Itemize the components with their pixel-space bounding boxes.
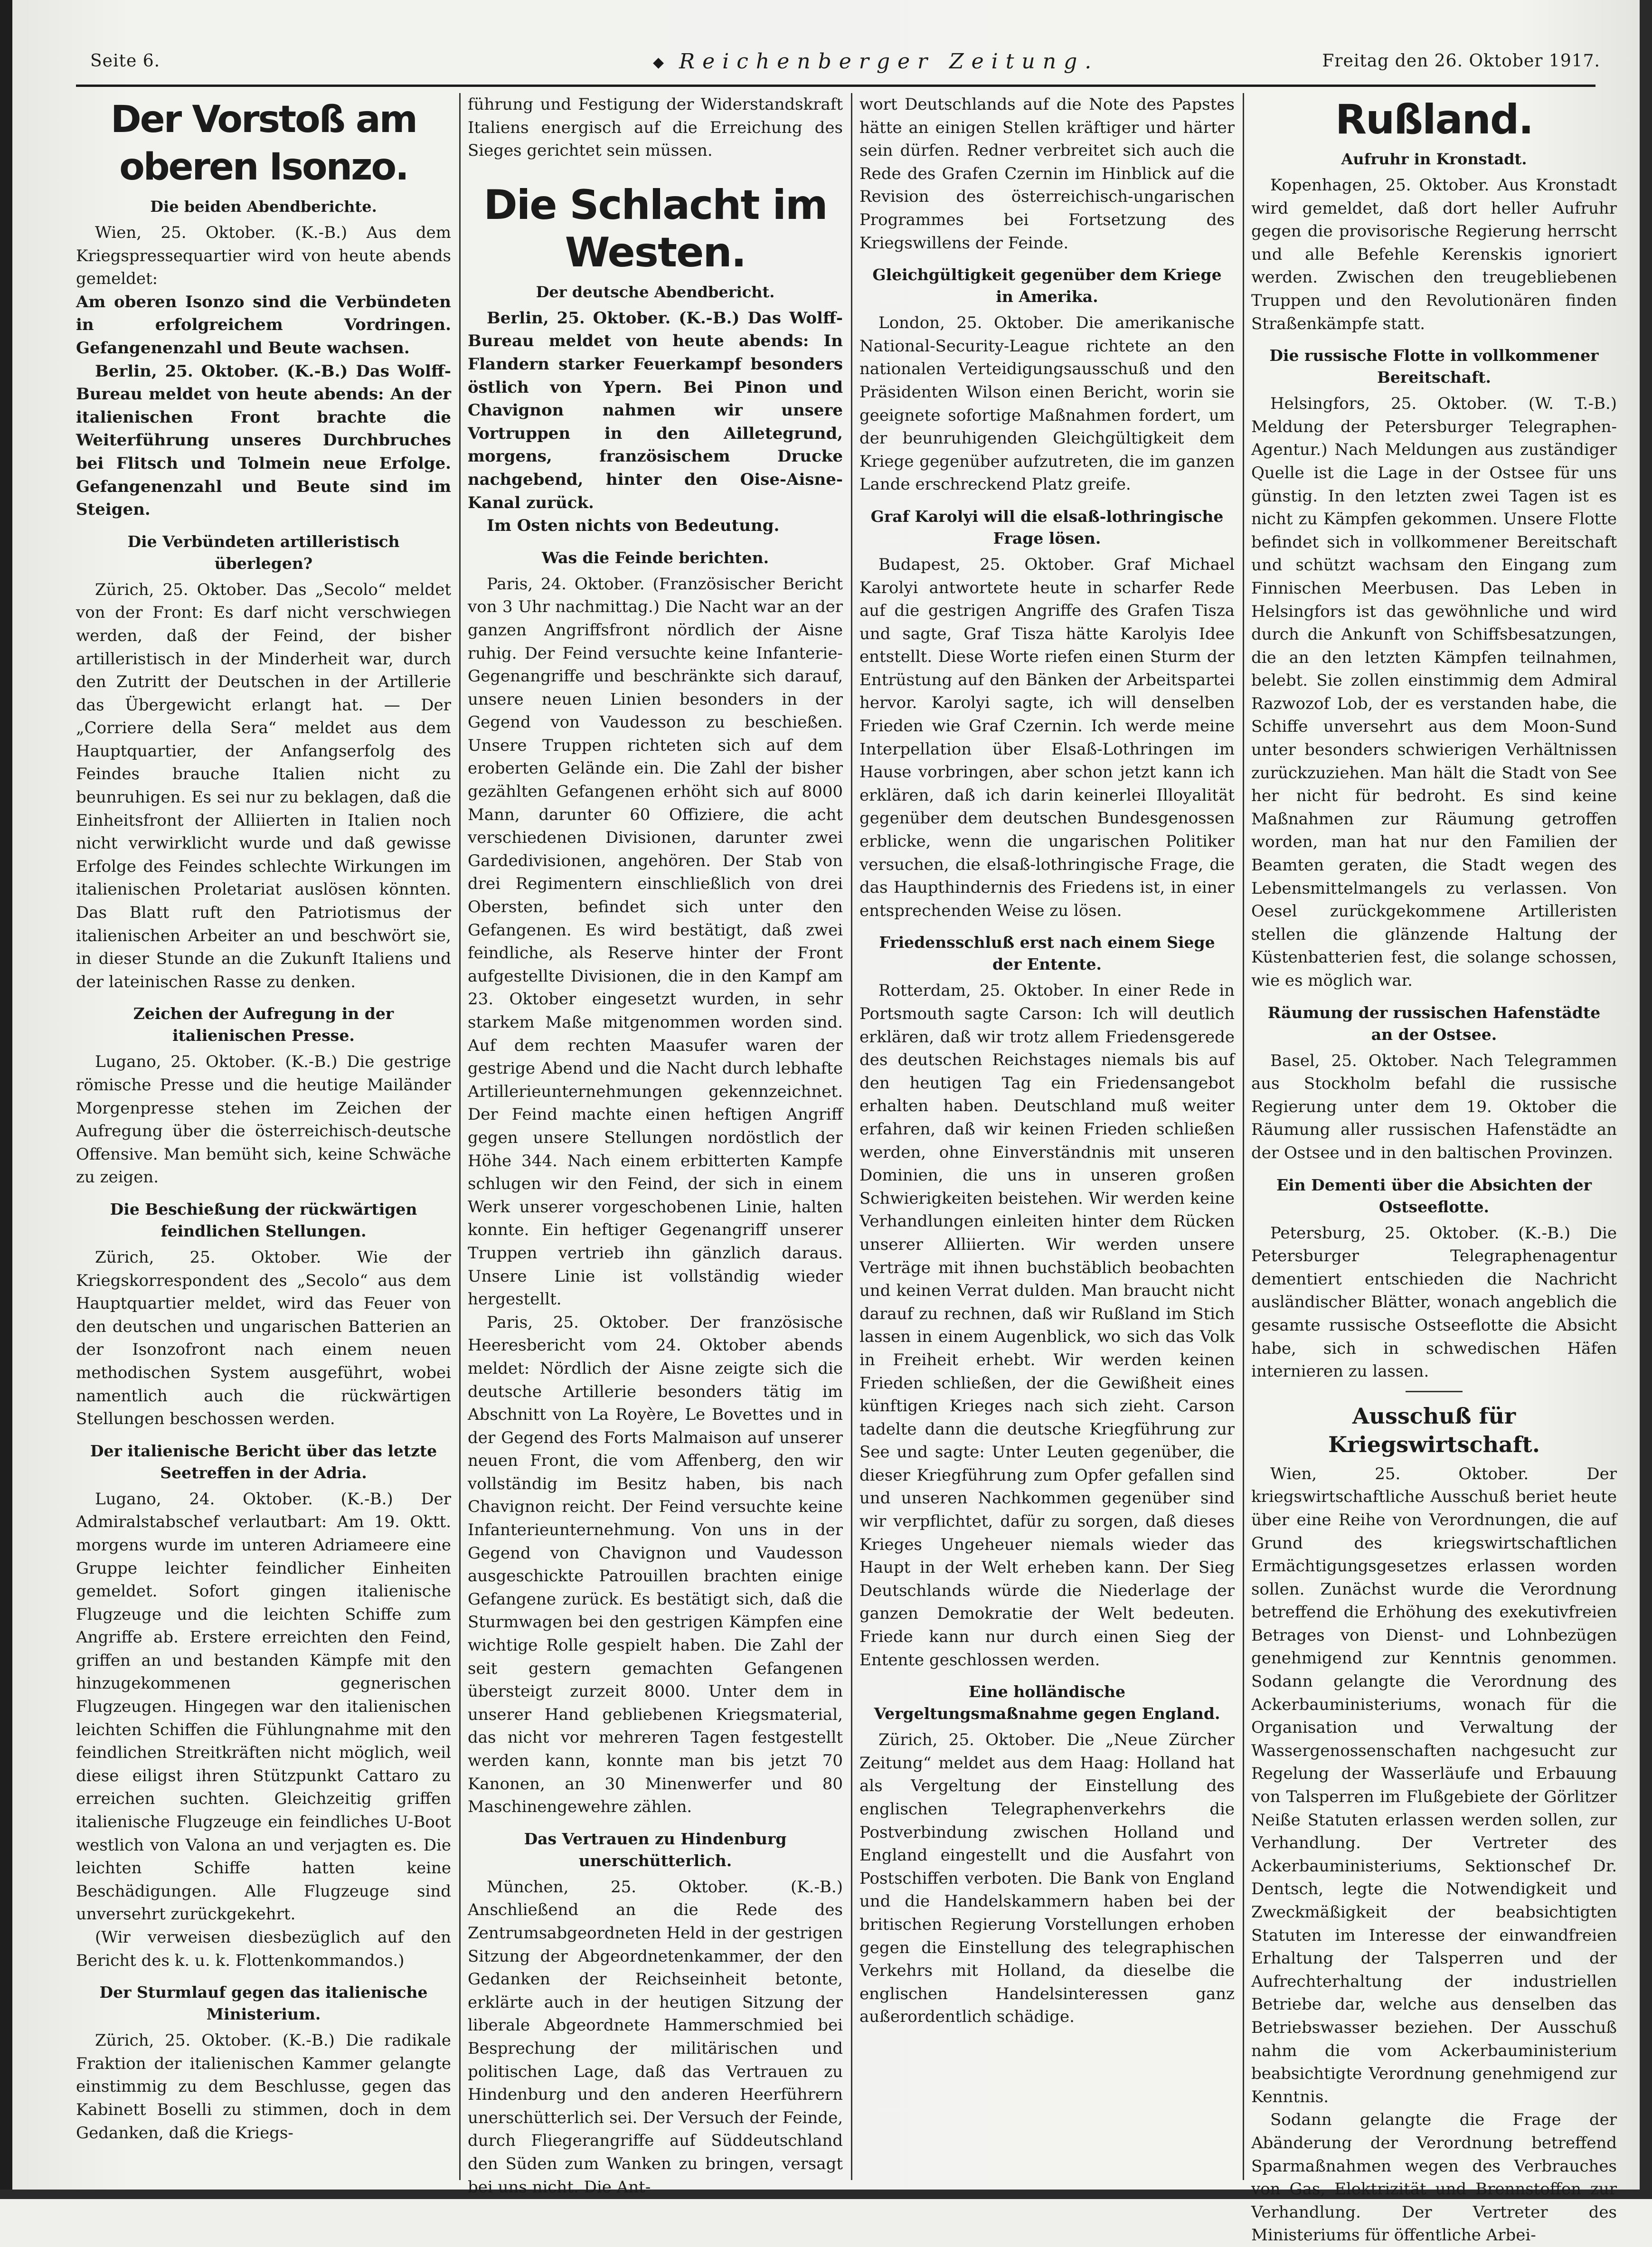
article-paragraph: Rotterdam, 25. Oktober. In einer Rede in Portsmouth sagte Carson: Ich will deutlich erklären, daß wir trotz allem Friedensgerede des deutschen Reichstages niemals bis auf den heutigen Tag ein Friedensangebot erhalten haben. Deutschland muß weiter erfahren, daß wir keinen Frieden schließen werden, ohne Einverständnis mit unseren Dominien, die uns in unseren großen Schwierigkeiten beistehen. Wir werden keine Verhandlungen einleiten hinter dem Rücken unserer Alliierten. Wir werden unsere Verträge mit ihnen buchstäblich beobachten und keinen Verrat dulden. Man braucht nicht darauf zu rechnen, daß wir Rußland im Stich lassen in einem Augenblick, wo sich das Volk in Freiheit erhebt. Wir werden keinen Frieden schließen, der die Gewißheit eines künftigen Krieges nach sich zieht. Carson tadelte dann die deutsche Kriegführung zur See und sagte: Unter Leuten gegenüber, die dieser Kriegführung zum Opfer gefallen sind und unseren Nachkommen gegenüber sind wir verpflichtet, dafür zu sorgen, daß dieses Krieges Ungeheuer niemals wieder das Haupt in der Welt erheben kann. Der Sieg Deutschlands würde die Niederlage der ganzen Demokratie der Welt bedeuten. Friede kann nur durch einen Sieg der Entente geschlossen werden. — [859, 981, 1235, 1670]
article-paragraph: Kopenhagen, 25. Oktober. Aus Kronstadt wird gemeldet, daß dort heller Aufruhr gegen die provisorische Regierung herrscht und alle Befehle Kerenskis ignoriert werden. Zwischen den treugebliebenen Truppen und den Revolutionären finden Straßenkämpfe statt. — [1251, 176, 1617, 333]
article-paragraph: Lugano, 24. Oktober. (K.-B.) Der Admiralstabschef verlautbart: Am 19. Oktt. morgens wurde im unteren Adriameere eine Gruppe leichter feindlicher Einheiten gemeldet. Sofort gingen italienische Flugzeuge und die leichten Schiffe zum Angriffe ab. Erstere erreichten den Feind, griffen an und bestanden Kämpfe mit den hinzugekommenen gegnerischen Flugzeugen. Hingegen war den italienischen leichten Schiffen die Fühlungnahme mit den feindlichen Streitkräften nicht möglich, weil diese eiligst ihren Stützpunkt Cattaro zu erreichen suchten. Gleichzeitig griffen italienische Flugzeuge ein feindliches U-Boot westlich von Valona an und verjagten es. Die leichten Schiffe hatten keine Beschädigungen. Alle Flugzeuge sind unversehrt zurückgekehrt. — [76, 1489, 451, 1924]
section-heading: Der italienische Bericht über das letzte Seetreffen in der Adria. — [90, 1441, 437, 1482]
article-paragraph: Am oberen Isonzo sind die Verbündeten in erfolgreichem Vordringen. Gefangenenzahl und Beute wachsen. — [76, 292, 451, 358]
subheadline: Der deutsche Abendbericht. — [536, 283, 775, 301]
column-divider — [459, 93, 461, 2180]
ornament-icon: ◆ — [653, 54, 665, 71]
article-paragraph: München, 25. Oktober. (K.-B.) Anschließend an die Rede des Zentrumsabgeordneten Held in der gestrigen Sitzung der Abgeordnetenkammer, der den Gedanken der Reichseinheit betonte, erklärte auch in der heutigen Sitzung der liberale Abgeordnete Hammerschmied bei Besprechung der militärischen und politischen Lage, daß das Vertrauen zu Hindenburg und den anderen Heerführern unerschütterlich sei. Der Versuch der Feinde, durch Fliegerangriffe auf Süddeutschland den Süden zum Wanken zu bringen, versagt bei uns nicht. Die Ant- — [468, 1877, 843, 2197]
section-heading: Ein Dementi über die Absichten der Ostseeflotte. — [1276, 1175, 1592, 1216]
section-heading: Was die Feinde berichten. — [541, 548, 769, 567]
masthead: Reichenberger Zeitung. — [679, 49, 1099, 74]
article-paragraph: Lugano, 25. Oktober. (K.-B.) Die gestrige römische Presse und die heutige Mailänder Morgenpresse stehen im Zeichen der Aufregung über die österreichisch-deutsche Offensive. Man bemüht sich, keine Schwäche zu zeigen. — [76, 1052, 451, 1187]
article-paragraph: Wien, 25. Oktober. Der kriegswirtschaftliche Ausschuß beriet heute über eine Reihe von Verordnungen, die auf Grund des kriegswirtschaftlichen Ermächtigungsgesetzes erlassen worden sollen. Zunächst wurde die Verordnung betreffend die Erhöhung des exekutivfreien Betrages von Dienst- und Lohnbezügen genehmigend zur Kenntnis genommen. Sodann gelangte die Verordnung des Ackerbauministeriums, wonach für die Organisation und Verwaltung der Wassergenossenschaften nachgesucht zur Regelung der Wasserläufe und Erbauung von Talsperren im Flußgebiete der Görlitzer Neiße Statuten erlassen werden sollen, zur Verhandlung. Der Vertreter des Ackerbauministeriums, Sektionschef Dr. Dentsch, legte die Notwendigkeit und Zweckmäßigkeit der beabsichtigten Statuten im Interesse der einwandfreien Erhaltung der Talsperren und der Aufrechterhaltung der industriellen Betriebe dar, welche aus denselben das Betriebswasser beziehen. Der Ausschuß nahm die vom Ackerbauministerium beabsichtigte Verordnung genehmigend zur Kenntnis. — [1251, 1464, 1617, 2106]
article-paragraph: Zürich, 25. Oktober. Die „Neue Zürcher Zeitung“ meldet aus dem Haag: Holland hat als Vergeltung der Einstellung des englischen Telegraphenverkehrs die Postverbindung zwischen Holland und England eingestellt und die Ausfahrt von Postschiffen verboten. Die Bank von England und die Handelskammern haben bei der britischen Regierung Vorstellungen erhoben gegen die Einstellung des telegraphischen Verkehrs mit Holland, da dieselbe die englischen Handelsinteressen ganz außerordentlich schädige. — [859, 1730, 1235, 2027]
section-heading: Graf Karolyi will die elsaß-lothringische Frage lösen. — [870, 507, 1224, 548]
article-paragraph: Zürich, 25. Oktober. Das „Secolo“ meldet von der Front: Es darf nicht verschwiegen werden, daß der Feind, der bisher artilleristisch in der Minderheit war, durch den Zutritt der Deutschen in der Artillerie das Übergewicht erlangt hat. — Der „Corriere della Sera“ meldet aus dem Hauptquartier, der Anfangserfolg des Feindes brauche Italien nicht zu beunruhigen. Es sei nur zu beklagen, daß die Einheitsfront der Alliierten in Italien noch nicht verwirklicht wurde und daß gewisse Erfolge des Feindes schlechte Wirkungen im italienischen Proletariat auslösen könnten. Das Blatt ruft den Patriotismus der italienischen Arbeiter an und beschwört sie, in dieser Stunde an die Zukunft Italiens und der lateinischen Rasse zu denken. — [76, 580, 451, 991]
section-heading: Gleichgültigkeit gegenüber dem Kriege in Amerika. — [872, 265, 1222, 306]
article-paragraph: Budapest, 25. Oktober. Graf Michael Karolyi antwortete heute in scharfer Rede auf die gestrigen Angriffe des Grafen Tisza und sagte, Graf Tisza hätte Karolyis Idee entstellt. Diese Worte riefen einen Sturm der Entrüstung auf den Bänken der Arbeitspartei hervor. Karolyi sagte, ich will denselben Frieden wie Graf Czernin. Ich werde meine Interpellation über Elsaß-Lothringen im Hause vorbringen, aber schon jetzt kann ich erklären, daß ich darin keinerlei Illoyalität gegenüber dem deutschen Bundesgenossen erblicke, wenn die ungarischen Politiker versuchen, die elsaß-lothringische Frage, die das Haupthindernis des Friedens ist, in einer entsprechenden Weise zu lösen. — [859, 555, 1235, 920]
page-number: Seite 6. — [90, 51, 160, 71]
article-paragraph: London, 25. Oktober. Die amerikanische National-Security-League richtete an den nationalen Verteidigungsausschuß und den Präsidenten Wilson einen Bericht, worin sie geeignete sofortige Maßnahmen fordert, um der beunruhigenden Gleichgültigkeit dem Kriege gegenüber aufzutreten, die im ganzen Lande erschreckend Platz greife. — [859, 313, 1235, 494]
section-rule — [1406, 1391, 1463, 1392]
article-paragraph: Berlin, 25. Oktober. (K.-B.) Das Wolff-Bureau meldet von heute abends: In Flandern starker Feuerkampf besonders östlich von Ypern. Bei Pinon und Chavignon nahmen wir unsere Vortruppen in den Ailletegrund, morgens, französischem Drucke nachgebend, hinter den Oise-Aisne-Kanal zurück. — [468, 308, 843, 512]
article-paragraph: wort Deutschlands auf die Note des Papstes hätte an einigen Stellen kräftiger und härter sein dürfen. Redner verbreitet sich auch die Rede des Grafen Czernin im Hinblick auf die Revision des österreichisch-ungarischen Programmes bei Fortsetzung des Kriegswillens der Feinde. — [859, 95, 1235, 253]
column-divider — [1243, 93, 1244, 2180]
article-paragraph: Im Osten nichts von Bedeutung. — [487, 516, 780, 536]
section-heading: Der Sturmlauf gegen das italienische Ministerium. — [99, 1983, 428, 2024]
article-paragraph: Helsingfors, 25. Oktober. (W. T.-B.) Meldung der Petersburger Telegraphen-Agentur.) Nach Meldungen aus zuständiger Quelle ist die Lage in der Ostsee für uns günstig. In den letzten zwei Tagen ist es nicht zu Kämpfen gekommen. Unsere Flotte befindet sich in vollkommener Bereitschaft und schützt wachsam den Eingang zum Finnischen Meerbusen. Das Leben in Helsingfors ist das gewöhnliche und wird durch die Ankunft von Schiffsbesatzungen, die an den letzten Kämpfen teilnahmen, belebt. Sie zollen einstimmig dem Admiral Razwozof Lob, der es verstanden habe, die Schiffe unversehrt aus dem Moon-Sund unter besonders schwierigen Verhältnissen zurückzuziehen. Man hält die Stadt von See her nicht für bedroht. Es sind keine Maßnahmen zur Räumung getroffen worden, man hat nur den Familien der Beamten geraten, die Stadt wegen des Lebensmittelmangels zu verlassen. Von Oesel zurückgekommene Artilleristen stellen die glänzende Haltung der Küstenbatterien fest, die solange schossen, wie es möglich war. — [1251, 394, 1617, 990]
section-heading: Das Vertrauen zu Hindenburg unerschütterlich. — [524, 1829, 787, 1870]
article-paragraph: Petersburg, 25. Oktober. (K.-B.) Die Petersburger Telegraphenagentur dementiert entschieden die Nachricht ausländischer Blätter, wonach angeblich die gesamte russische Ostseeflotte die Absicht habe, sich in schwedischen Häfen internieren zu lassen. — [1251, 1223, 1617, 1381]
scan-edge-right — [1640, 0, 1652, 2199]
headline-isonzo: Der Vorstoß am oberen Isonzo. — [111, 98, 416, 189]
article-paragraph: Paris, 24. Oktober. (Französischer Bericht von 3 Uhr nachmittag.) Die Nacht war an der ganzen Angriffsfront nördlich der Aisne ruhig. Der Feind versuchte keine Infanterie-Gegenangriffe und beschränkte sich darauf, unsere neuen Linien besonders in der Gegend von Vaudesson zu beschießen. Unsere Truppen richteten sich auf dem eroberten Gelände ein. Die Zahl der bisher gezählten Gefangenen erhöht sich auf 8000 Mann, darunter 60 Offiziere, die acht verschiedenen Divisionen, darunter zwei Gardedivisionen, angehören. Der Stab von drei Regimentern einschließlich von drei Obersten, befindet sich unter den Gefangenen. Es wird bestätigt, daß zwei feindliche, als Reserve hinter der Front aufgestellte Divisionen, die in den Kampf am 23. Oktober eingesetzt wurden, in sehr starkem Maße mitgenommen worden sind. Auf dem rechten Maasufer waren der gestrige Abend und die Nacht durch lebhafte Artillerieunternehmungen gekennzeichnet. Der Feind machte einen heftigen Angriff gegen unsere Stellungen nordöstlich der Höhe 344. Nach einem erbitterten Kampfe schlugen wir den Feind, der sich in einem Werk unserer vorgeschobenen Linie, halten konnte. Ein heftiger Gegenangriff unserer Truppen vertrieb ihn gänzlich daraus. Unsere Linie ist vollständig wieder hergestellt. — [468, 574, 843, 1309]
article-paragraph: Zürich, 25. Oktober. Wie der Kriegskorrespondent des „Secolo“ aus dem Hauptquartier meldet, wird das Feuer von den deutschen und ungarischen Batterien an der Isonzofront nach einem neuen methodischen System ausgeführt, wobei namentlich auch die rückwärtigen Stellungen beschossen werden. — [76, 1247, 451, 1429]
article-paragraph: Wien, 25. Oktober. (K.-B.) Aus dem Kriegspressequartier wird von heute abends gemeldet: — [76, 223, 451, 289]
article-paragraph: Berlin, 25. Oktober. (K.-B.) Das Wolff-Bureau meldet von heute abends: An der italienischen Front brachte die Weiterführung unseres Durchbruches bei Flitsch und Tolmein neue Erfolge. Gefangenenzahl und Beute sind im Steigen. — [76, 361, 451, 519]
column-4 — [1251, 93, 1617, 2245]
section-heading: Friedensschluß erst nach einem Siege der Entente. — [879, 933, 1215, 974]
headline-westen: Die Schlacht im Westen. — [483, 181, 827, 276]
article-paragraph: Basel, 25. Oktober. Nach Telegrammen aus Stockholm befahl die russische Regierung unter dem 19. Oktober die Räumung aller russischen Hafenstädte an der Ostsee und in den baltischen Provinzen. — [1251, 1051, 1617, 1162]
subheadline: Aufruhr in Kronstadt. — [1341, 150, 1527, 168]
section-heading: Die Beschießung der rückwärtigen feindlichen Stellungen. — [110, 1199, 417, 1240]
section-heading: Räumung der russischen Hafenstädte an der Ostsee. — [1267, 1003, 1601, 1044]
issue-date: Freitag den 26. Oktober 1917. — [1322, 51, 1600, 71]
section-heading: Zeichen der Aufregung in der italienischen Presse. — [133, 1004, 394, 1045]
column-1 — [76, 93, 451, 2180]
article-paragraph: Sodann gelangte die Frage der Abänderung der Verordnung betreffend Sparmaßnahmen wegen des Verbrauches von Gas, Elektrizität und Brennstoffen zur Verhandlung. Der Vertreter des Ministeriums für öffentliche Arbei- — [1251, 2110, 1617, 2245]
scan-edge-left — [0, 0, 12, 2199]
page-header — [90, 51, 1600, 80]
article-paragraph: Paris, 25. Oktober. Der französische Heeresbericht vom 24. Oktober abends meldet: Nördlich der Aisne zeigte sich die deutsche Artillerie besonders tätig im Abschnitt von La Royère, Le Bovettes und in der Gegend des Forts Malmaison auf unserer neuen Front, die vom Affenberg, den wir vollständig im Besitz haben, bis nach Chavignon reicht. Der Feind versuchte keine Infanterieunternehmung. Von uns in der Gegend von Chavignon und Vaudesson ausgeschickte Patrouillen brachten einige Gefangene zurück. Es bestätigt sich, daß die Sturmwagen bei den gestrigen Kämpfen eine wichtige Rolle gespielt haben. Die Zahl der seit gestern gemachten Gefangenen übersteigt zurzeit 8000. Unter dem in unserer Hand gebliebenen Kriegsmaterial, das nicht vor mehreren Tagen festgestellt werden kann, konnte man bis jetzt 70 Kanonen, an 30 Minenwerfer und 80 Maschinengewehre zählen. — [468, 1312, 843, 1817]
section-heading: Die Verbündeten artilleristisch überlegen? — [127, 532, 400, 573]
section-heading: Eine holländische Vergeltungsmaßnahme gegen England. — [874, 1682, 1220, 1723]
article-paragraph: (Wir verweisen diesbezüglich auf den Bericht des k. u. k. Flottenkommandos.) — [76, 1928, 451, 1970]
article-paragraph: Zürich, 25. Oktober. (K.-B.) Die radikale Fraktion der italienischen Kammer gelangte einstimmig zu dem Beschlusse, gegen das Kabinett Boselli zu stimmen, doch in dem Gedanken, daß die Kriegs- — [76, 2031, 451, 2143]
article-paragraph: führung und Festigung der Widerstandskraft Italiens energisch auf die Erreichung des Sieges gerichtet sein müssen. — [468, 95, 843, 160]
column-3 — [859, 93, 1235, 2180]
section-heading: Ausschuß für Kriegswirtschaft. — [1328, 1403, 1540, 1457]
column-divider — [851, 93, 852, 2180]
column-2 — [468, 93, 843, 2197]
section-heading: Die russische Flotte in vollkommener Bereitschaft. — [1269, 346, 1599, 387]
subheadline: Die beiden Abendberichte. — [150, 198, 377, 216]
header-rule — [76, 85, 1595, 87]
headline-russland: Rußland. — [1335, 96, 1533, 143]
